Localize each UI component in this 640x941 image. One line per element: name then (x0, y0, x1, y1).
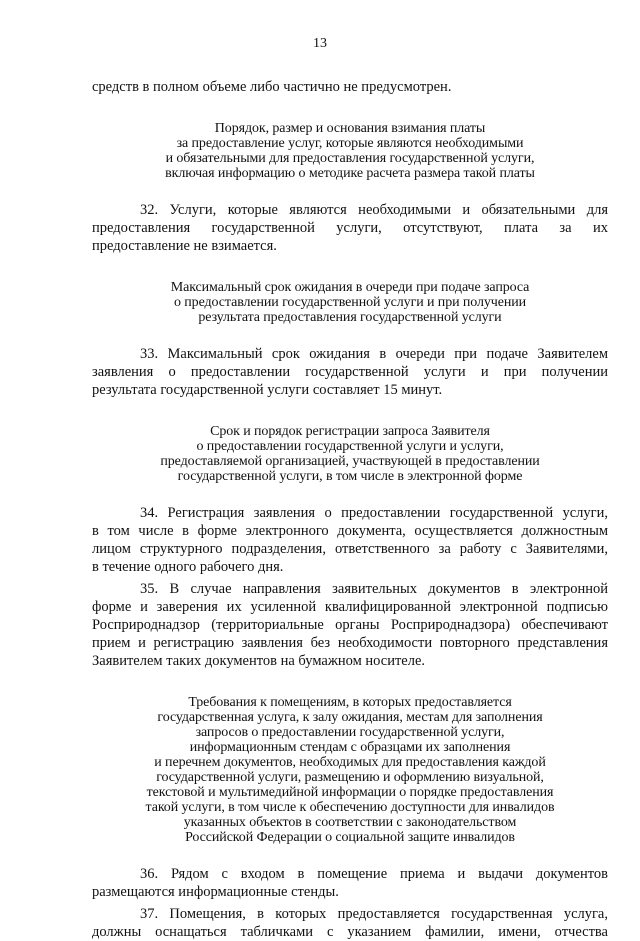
text-line: 37. Помещения, в которых предоставляется государственная услуга, (140, 906, 608, 922)
section-heading-fees (92, 121, 608, 181)
text-line: в том числе в форме электронного документа, осуществляется должностным (92, 523, 608, 539)
paragraph-32 (92, 201, 608, 255)
heading-line: информационным стендам с образцами их заполнения (189, 740, 511, 755)
paragraph-35 (92, 580, 608, 670)
heading-line: и перечнем документов, необходимых для предоставления каждой (154, 755, 546, 770)
heading-line: запросов о предоставлении государственной услуги, (195, 725, 505, 740)
heading-line: государственной услуги, в том числе в электронной форме (177, 469, 523, 484)
paragraph-36 (92, 865, 608, 901)
text-line: форме и заверения их усиленной квалифицированной электронной подписью (92, 599, 608, 615)
text-line: лицом структурного подразделения, ответственного за работу с Заявителями, (92, 541, 608, 557)
text-line: Росприроднадзор (территориальные органы Росприроднадзора) обеспечивают (92, 617, 608, 633)
heading-line: за предоставление услуг, которые являются необходимыми (176, 136, 524, 151)
page-number: 13 (313, 36, 327, 51)
heading-line: о предоставлении государственной услуги и при получении (173, 295, 527, 310)
text-line: должны оснащаться табличками с указанием фамилии, имени, отчества (92, 924, 608, 940)
section-heading-queue-time (92, 280, 608, 325)
heading-line: включая информацию о методике расчета размера такой платы (165, 166, 535, 181)
paragraph-continuation (92, 78, 608, 96)
heading-line: Максимальный срок ожидания в очереди при подаче запроса (170, 280, 530, 295)
section-heading-registration (92, 424, 608, 484)
heading-line: предоставляемой организацией, участвующей в предоставлении (160, 454, 540, 469)
text-line: 36. Рядом с входом в помещение приема и выдачи документов (140, 866, 608, 882)
paragraph-34 (92, 504, 608, 576)
text-line: размещаются информационные стенды. (92, 884, 339, 900)
document-body (92, 78, 608, 941)
text-line: Заявителем таких документов на бумажном носителе. (92, 653, 426, 669)
heading-line: Требования к помещениям, в которых предоставляется (188, 695, 512, 710)
heading-line: результата предоставления государственной услуги (198, 310, 502, 325)
text-line: результата государственной услуги составляет 15 минут. (92, 382, 443, 398)
heading-line: Срок и порядок регистрации запроса Заявителя (210, 424, 490, 439)
text-line: 33. Максимальный срок ожидания в очереди при подаче Заявителем (140, 346, 608, 362)
text-line: в течение одного рабочего дня. (92, 559, 284, 575)
text-line: заявления о предоставлении государственной услуги и при получении (92, 364, 608, 380)
text-line: предоставления государственной услуги, отсутствуют, плата за их (92, 220, 608, 236)
text-line: 35. В случае направления заявительных документов в электронной (140, 581, 608, 597)
heading-line: Порядок, размер и основания взимания платы (214, 121, 486, 136)
paragraph-37 (92, 905, 608, 941)
heading-line: и обязательными для предоставления государственной услуги, (165, 151, 535, 166)
heading-line: о предоставлении государственной услуги и услуги, (196, 439, 504, 454)
heading-line: государственная услуга, к залу ожидания, местам для заполнения (157, 710, 543, 725)
heading-line: текстовой и мультимедийной информации о порядке предоставления (146, 785, 554, 800)
paragraph-33 (92, 345, 608, 399)
text-line: 32. Услуги, которые являются необходимыми и обязательными для (140, 202, 608, 218)
heading-line: указанных объектов в соответствии с законодательством (183, 815, 517, 830)
heading-line: государственной услуги, размещению и оформлению визуальной, (156, 770, 544, 785)
text-line: прием и регистрацию заявления без необходимости повторного представления (92, 635, 608, 651)
section-heading-premises (92, 695, 608, 845)
text-line: 34. Регистрация заявления о предоставлении государственной услуги, (140, 505, 608, 521)
heading-line: Российской Федерации о социальной защите инвалидов (185, 830, 515, 845)
text-line: предоставление не взимается. (92, 238, 277, 254)
text-line: средств в полном объеме либо частично не предусмотрен. (92, 79, 452, 95)
heading-line: такой услуги, в том числе к обеспечению доступности для инвалидов (145, 800, 555, 815)
